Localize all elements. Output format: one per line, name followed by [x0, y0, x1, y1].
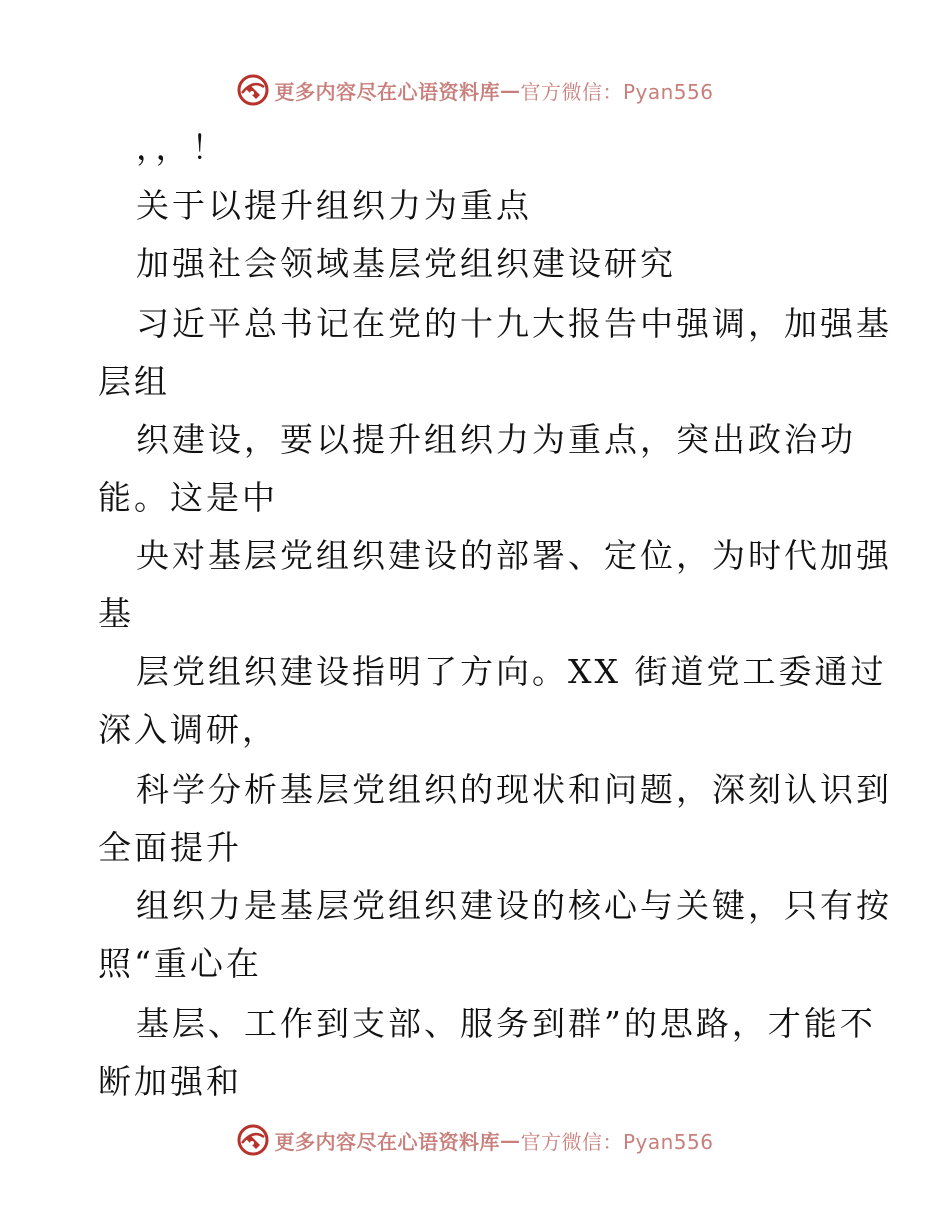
- paragraph-line: 习近平总书记在党的十九大报告中强调，加强基: [136, 304, 892, 343]
- paragraph-line: 科学分析基层党组织的现状和问题，深刻认识到: [136, 770, 892, 809]
- paragraph-line: 断加强和: [98, 1062, 242, 1101]
- banner-wechat-text: 官方微信：Pyan556: [520, 1129, 714, 1154]
- banner-dash: —: [499, 1128, 521, 1152]
- document-title-2: 加强社会领域基层党组织建设研究: [136, 244, 676, 283]
- banner-dash: —: [499, 78, 521, 102]
- paragraph-line: 央对基层党组织建设的部署、定位，为时代加强: [136, 536, 892, 575]
- document-title-1: 关于以提升组织力为重点: [136, 186, 532, 225]
- banner-site-text: 更多内容尽在心语资料库: [274, 1129, 500, 1154]
- banner-site-text: 更多内容尽在心语资料库: [274, 79, 500, 104]
- paragraph-line: 层党组织建设指明了方向。XX 街道党工委通过: [136, 652, 887, 691]
- paragraph-line: 基: [98, 594, 134, 633]
- paragraph-line: 全面提升: [98, 828, 242, 867]
- pen-nib-logo-icon: [236, 73, 270, 107]
- punctuation-line: ，，！: [136, 128, 228, 167]
- paragraph-line: 组织力是基层党组织建设的核心与关键，只有按: [136, 886, 892, 925]
- banner-wechat-text: 官方微信：Pyan556: [520, 79, 714, 104]
- paragraph-line: 能。这是中: [98, 478, 278, 517]
- paragraph-line: 基层、工作到支部、服务到群”的思路，才能不: [136, 1004, 876, 1043]
- paragraph-line: 照“重心在: [98, 944, 262, 983]
- footer-banner: [0, 1120, 950, 1160]
- paragraph-line: 深入调研，: [98, 710, 278, 749]
- paragraph-line: 织建设，要以提升组织力为重点，突出政治功: [136, 420, 856, 459]
- header-banner: [0, 70, 950, 110]
- pen-nib-logo-icon: [236, 1123, 270, 1157]
- paragraph-line: 层组: [98, 362, 170, 401]
